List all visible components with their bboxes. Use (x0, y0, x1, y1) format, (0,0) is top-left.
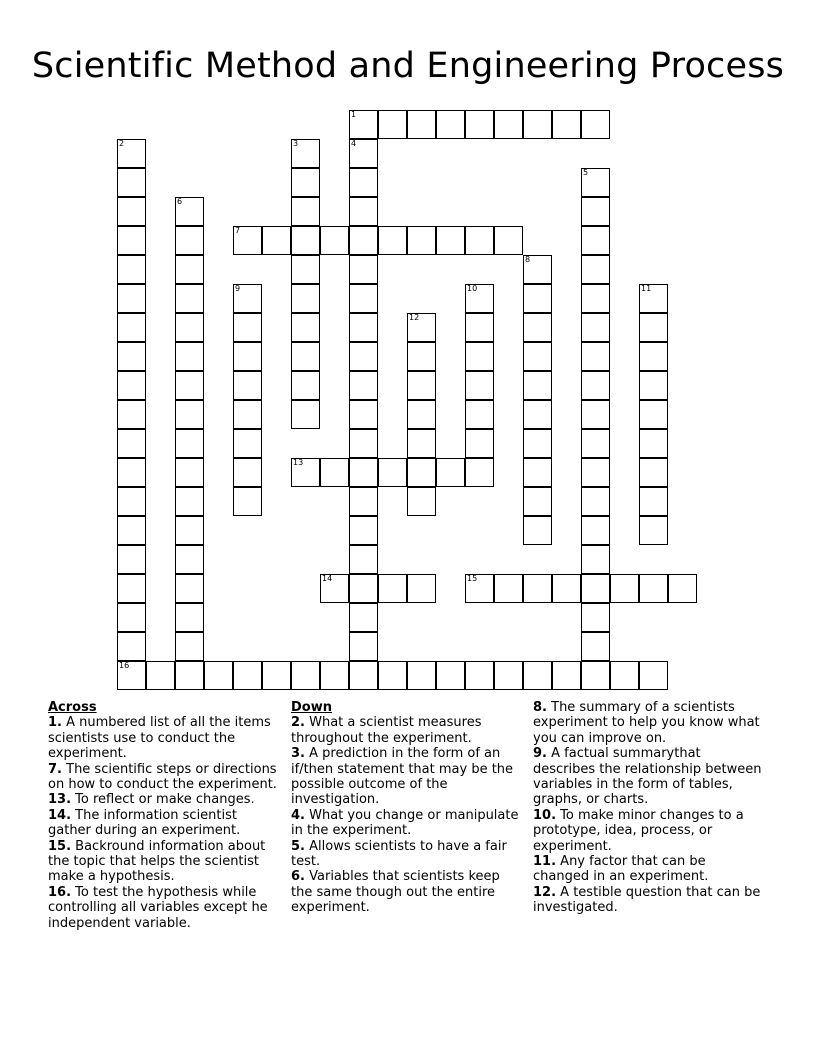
grid-cell[interactable] (320, 661, 349, 690)
grid-cell[interactable] (639, 661, 668, 690)
clue-text: Allows scientists to have a fair test. (291, 838, 507, 870)
grid-cell[interactable] (639, 371, 668, 400)
grid-cell[interactable] (320, 458, 349, 487)
grid-cell[interactable] (494, 661, 523, 690)
grid-cell[interactable] (175, 255, 204, 284)
grid-cell[interactable] (639, 516, 668, 545)
grid-cell[interactable] (233, 342, 262, 371)
grid-cell[interactable] (465, 110, 494, 139)
grid-cell[interactable] (523, 661, 552, 690)
clue-down-9 (533, 746, 763, 808)
clue-text: The summary of a scientists experiment to help you know what you can improve on. (533, 700, 760, 746)
grid-cell[interactable] (552, 574, 581, 603)
clue-number: 5. (291, 838, 305, 854)
grid-cell[interactable] (581, 110, 610, 139)
grid-cell[interactable] (291, 342, 320, 371)
grid-cell[interactable] (349, 371, 378, 400)
grid-cell[interactable] (291, 400, 320, 429)
clue-text: To make minor changes to a prototype, idea, process, or experiment. (533, 807, 744, 854)
grid-cell[interactable] (291, 139, 320, 168)
grid-cell[interactable] (523, 516, 552, 545)
grid-cell[interactable] (175, 632, 204, 661)
down-clues (291, 700, 523, 916)
clue-number-label: 7 (235, 226, 241, 235)
grid-cell[interactable] (320, 226, 349, 255)
grid-cell[interactable] (349, 545, 378, 574)
grid-cell[interactable] (378, 458, 407, 487)
grid-cell[interactable] (523, 487, 552, 516)
grid-cell[interactable] (349, 139, 378, 168)
grid-cell[interactable] (465, 313, 494, 342)
clue-text: What you change or manipulate in the experiment. (291, 807, 519, 839)
grid-cell[interactable] (523, 400, 552, 429)
down-heading: Down (291, 700, 332, 715)
grid-cell[interactable] (407, 226, 436, 255)
clue-number: 2. (291, 715, 305, 731)
clue-number-label: 2 (119, 139, 125, 148)
grid-cell[interactable] (581, 487, 610, 516)
grid-cell[interactable] (175, 313, 204, 342)
grid-cell[interactable] (436, 110, 465, 139)
grid-cell[interactable] (175, 516, 204, 545)
clue-down-5 (291, 839, 523, 870)
grid-cell[interactable] (175, 603, 204, 632)
grid-cell[interactable] (233, 487, 262, 516)
clue-number-label: 6 (177, 197, 183, 206)
grid-cell[interactable] (407, 429, 436, 458)
across-clues (48, 700, 283, 931)
grid-cell[interactable] (349, 516, 378, 545)
grid-cell[interactable] (262, 661, 291, 690)
grid-cell[interactable] (175, 487, 204, 516)
grid-cell[interactable] (465, 371, 494, 400)
clue-number: 16. (48, 884, 72, 900)
grid-cell[interactable] (378, 226, 407, 255)
grid-cell[interactable] (233, 226, 262, 255)
grid-cell[interactable] (639, 574, 668, 603)
grid-cell[interactable] (117, 516, 146, 545)
clue-number-label: 13 (293, 458, 304, 467)
grid-cell[interactable] (378, 574, 407, 603)
clue-down-4 (291, 808, 523, 839)
clue-number-label: 16 (119, 661, 130, 670)
grid-cell[interactable] (117, 400, 146, 429)
clue-number: 12. (533, 884, 557, 900)
grid-cell[interactable] (175, 458, 204, 487)
grid-cell[interactable] (349, 487, 378, 516)
page-title: Scientific Method and Engineering Process (31, 46, 785, 86)
grid-cell[interactable] (349, 632, 378, 661)
grid-cell[interactable] (436, 226, 465, 255)
grid-cell[interactable] (610, 574, 639, 603)
grid-cell[interactable] (581, 284, 610, 313)
grid-cell[interactable] (581, 516, 610, 545)
clue-across-14 (48, 808, 283, 839)
grid-cell[interactable] (552, 110, 581, 139)
grid-cell[interactable] (407, 661, 436, 690)
grid-cell[interactable] (233, 429, 262, 458)
grid-cell[interactable] (117, 342, 146, 371)
clue-text: Any factor that can be changed in an experiment. (533, 854, 709, 885)
grid-cell[interactable] (465, 400, 494, 429)
clue-text: A prediction in the form of an if/then statement that may be the possible outcome of the investigation. (291, 746, 514, 808)
grid-cell[interactable] (291, 661, 320, 690)
clue-down-2 (291, 715, 523, 746)
grid-cell[interactable] (349, 168, 378, 197)
grid-cell[interactable] (581, 197, 610, 226)
grid-cell[interactable] (639, 429, 668, 458)
clue-number: 4. (291, 807, 305, 823)
clue-across-13 (48, 792, 283, 807)
clue-text: The scientific steps or directions on how to conduct the experiment. (48, 761, 277, 793)
grid-cell[interactable] (581, 226, 610, 255)
grid-cell[interactable] (117, 458, 146, 487)
clue-text: To reflect or make changes. (75, 792, 255, 808)
grid-cell[interactable] (291, 255, 320, 284)
grid-cell[interactable] (407, 342, 436, 371)
clue-down-10 (533, 808, 763, 854)
grid-cell[interactable] (175, 226, 204, 255)
down-clues-continued (533, 700, 763, 916)
grid-cell[interactable] (407, 400, 436, 429)
grid-cell[interactable] (349, 603, 378, 632)
clue-number-label: 9 (235, 284, 241, 293)
grid-cell[interactable] (639, 400, 668, 429)
grid-cell[interactable] (378, 110, 407, 139)
clue-across-15 (48, 839, 283, 885)
grid-cell[interactable] (436, 661, 465, 690)
grid-cell[interactable] (581, 632, 610, 661)
grid-cell[interactable] (407, 574, 436, 603)
clue-text: A testible question that can be investigated. (533, 884, 761, 916)
grid-cell[interactable] (117, 284, 146, 313)
grid-cell[interactable] (233, 313, 262, 342)
grid-cell[interactable] (465, 574, 494, 603)
grid-cell[interactable] (465, 284, 494, 313)
clue-text: A numbered list of all the items scientists use to conduct the experiment. (48, 715, 271, 762)
grid-cell[interactable] (291, 168, 320, 197)
grid-cell[interactable] (146, 661, 175, 690)
grid-cell[interactable] (349, 313, 378, 342)
clue-number: 11. (533, 854, 557, 870)
grid-cell[interactable] (117, 487, 146, 516)
grid-cell[interactable] (291, 284, 320, 313)
grid-cell[interactable] (581, 342, 610, 371)
grid-cell[interactable] (233, 371, 262, 400)
grid-cell[interactable] (523, 284, 552, 313)
grid-cell[interactable] (117, 429, 146, 458)
grid-cell[interactable] (262, 226, 291, 255)
grid-cell[interactable] (349, 458, 378, 487)
grid-cell[interactable] (349, 342, 378, 371)
grid-cell[interactable] (291, 371, 320, 400)
grid-cell[interactable] (523, 371, 552, 400)
grid-cell[interactable] (436, 458, 465, 487)
grid-cell[interactable] (349, 255, 378, 284)
grid-cell[interactable] (349, 197, 378, 226)
clue-across-1 (48, 715, 283, 761)
clue-number-label: 10 (467, 284, 478, 293)
grid-cell[interactable] (465, 458, 494, 487)
clue-number: 13. (48, 792, 72, 808)
clue-number: 8. (533, 700, 547, 715)
grid-cell[interactable] (581, 429, 610, 458)
grid-cell[interactable] (117, 255, 146, 284)
grid-cell[interactable] (407, 110, 436, 139)
grid-cell[interactable] (581, 371, 610, 400)
grid-cell[interactable] (117, 545, 146, 574)
clue-text: To test the hypothesis while controlling all variables except he independent variable. (48, 884, 268, 931)
grid-cell[interactable] (407, 487, 436, 516)
grid-cell[interactable] (175, 574, 204, 603)
clue-number-label: 1 (351, 110, 357, 119)
grid-cell[interactable] (349, 284, 378, 313)
grid-cell[interactable] (639, 458, 668, 487)
clue-across-16 (48, 885, 283, 931)
clue-across-7 (48, 762, 283, 793)
grid-cell[interactable] (233, 284, 262, 313)
clue-number: 15. (48, 838, 72, 854)
grid-cell[interactable] (407, 371, 436, 400)
grid-cell[interactable] (175, 371, 204, 400)
grid-cell[interactable] (175, 400, 204, 429)
grid-cell[interactable] (523, 342, 552, 371)
grid-cell[interactable] (523, 574, 552, 603)
grid-cell[interactable] (291, 226, 320, 255)
grid-cell[interactable] (117, 371, 146, 400)
grid-cell[interactable] (175, 197, 204, 226)
grid-cell[interactable] (581, 400, 610, 429)
grid-cell[interactable] (639, 487, 668, 516)
clue-number-label: 11 (641, 284, 652, 293)
grid-cell[interactable] (291, 458, 320, 487)
grid-cell[interactable] (581, 545, 610, 574)
grid-cell[interactable] (523, 458, 552, 487)
grid-cell[interactable] (552, 661, 581, 690)
clue-down-11 (533, 854, 763, 885)
grid-cell[interactable] (117, 632, 146, 661)
clue-number: 3. (291, 746, 305, 762)
grid-cell[interactable] (465, 661, 494, 690)
clue-number-label: 15 (467, 574, 478, 583)
grid-cell[interactable] (523, 429, 552, 458)
grid-cell[interactable] (581, 458, 610, 487)
clue-number-label: 14 (322, 574, 333, 583)
grid-cell[interactable] (523, 110, 552, 139)
grid-cell[interactable] (407, 458, 436, 487)
grid-cell[interactable] (494, 574, 523, 603)
grid-cell[interactable] (291, 197, 320, 226)
grid-cell[interactable] (349, 400, 378, 429)
clue-down-8 (533, 700, 763, 746)
grid-cell[interactable] (378, 661, 407, 690)
clue-text: A factual summarythat describes the relationship between variables in the form of tables, graphs, or charts. (533, 746, 762, 808)
grid-cell[interactable] (175, 429, 204, 458)
grid-cell[interactable] (175, 661, 204, 690)
grid-cell[interactable] (581, 168, 610, 197)
grid-cell[interactable] (523, 313, 552, 342)
grid-cell[interactable] (494, 226, 523, 255)
clue-number-label: 4 (351, 139, 357, 148)
across-heading: Across (48, 700, 97, 715)
grid-cell[interactable] (175, 545, 204, 574)
grid-cell[interactable] (117, 313, 146, 342)
clue-number-label: 3 (293, 139, 299, 148)
clue-down-12 (533, 885, 763, 916)
grid-cell[interactable] (349, 574, 378, 603)
grid-cell[interactable] (117, 197, 146, 226)
grid-cell[interactable] (610, 661, 639, 690)
grid-cell[interactable] (581, 255, 610, 284)
clue-number-label: 12 (409, 313, 420, 322)
clue-number: 1. (48, 715, 62, 731)
clue-number: 14. (48, 807, 72, 823)
grid-cell[interactable] (581, 574, 610, 603)
clue-number: 7. (48, 761, 62, 777)
grid-cell[interactable] (349, 110, 378, 139)
grid-cell[interactable] (639, 342, 668, 371)
clue-text: What a scientist measures throughout the experiment. (291, 715, 482, 746)
grid-cell[interactable] (668, 574, 697, 603)
grid-cell[interactable] (117, 603, 146, 632)
grid-cell[interactable] (639, 284, 668, 313)
grid-cell[interactable] (581, 661, 610, 690)
clue-down-3 (291, 746, 523, 808)
clue-number: 9. (533, 746, 547, 762)
grid-cell[interactable] (465, 342, 494, 371)
clue-text: The information scientist gather during an experiment. (48, 807, 241, 839)
grid-cell[interactable] (117, 661, 146, 690)
grid-cell[interactable] (320, 574, 349, 603)
grid-cell[interactable] (581, 313, 610, 342)
grid-cell[interactable] (639, 313, 668, 342)
grid-cell[interactable] (465, 226, 494, 255)
clue-text: Backround information about the topic that helps the scientist make a hypothesis. (48, 838, 266, 885)
grid-cell[interactable] (175, 284, 204, 313)
grid-cell[interactable] (233, 661, 262, 690)
grid-cell[interactable] (175, 342, 204, 371)
grid-cell[interactable] (349, 226, 378, 255)
grid-cell[interactable] (407, 313, 436, 342)
clue-text: Variables that scientists keep the same though out the entire experiment. (291, 869, 500, 916)
grid-cell[interactable] (581, 603, 610, 632)
clue-number: 6. (291, 869, 305, 885)
clue-number-label: 5 (583, 168, 589, 177)
grid-cell[interactable] (233, 458, 262, 487)
grid-cell[interactable] (349, 429, 378, 458)
grid-cell[interactable] (117, 168, 146, 197)
clue-number: 10. (533, 807, 557, 823)
clue-number-label: 8 (525, 255, 531, 264)
clue-down-6 (291, 869, 523, 915)
grid-cell[interactable] (523, 255, 552, 284)
grid-cell[interactable] (291, 313, 320, 342)
grid-cell[interactable] (117, 139, 146, 168)
grid-cell[interactable] (117, 226, 146, 255)
grid-cell[interactable] (465, 429, 494, 458)
grid-cell[interactable] (117, 574, 146, 603)
grid-cell[interactable] (204, 661, 233, 690)
grid-cell[interactable] (494, 110, 523, 139)
grid-cell[interactable] (349, 661, 378, 690)
grid-cell[interactable] (233, 400, 262, 429)
